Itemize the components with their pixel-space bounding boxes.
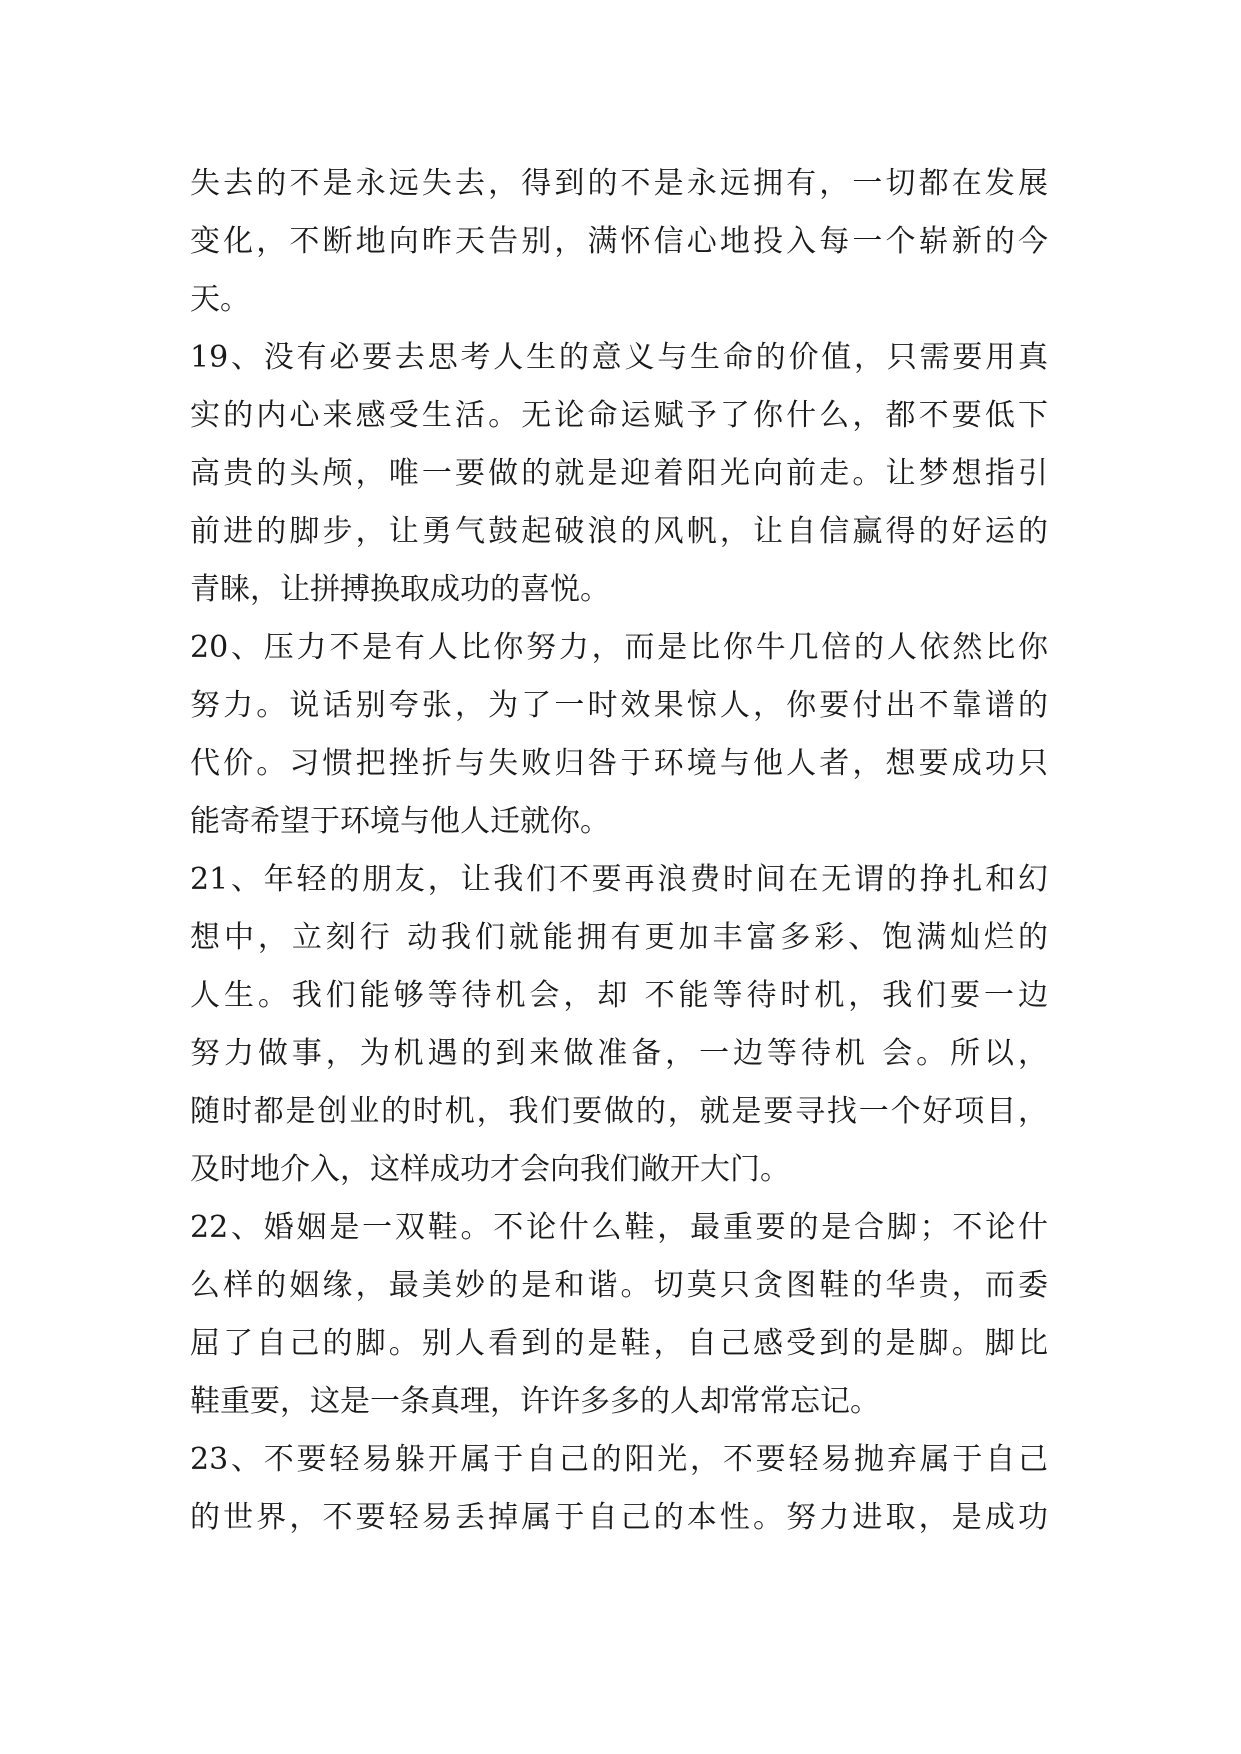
text-line: 高贵的头颅，唯一要做的就是迎着阳光向前走。让梦想指引 <box>190 456 1048 491</box>
text-line: 实的内心来感受生活。无论命运赋予了你什么，都不要低下 <box>190 398 1048 433</box>
text-line: 20、压力不是有人比你努力，而是比你牛几倍的人依然比你 <box>190 630 1048 665</box>
document-body <box>190 155 1048 1547</box>
text-line: 努力。说话别夸张，为了一时效果惊人，你要付出不靠谱的 <box>190 688 1048 723</box>
text-line: 变化，不断地向昨天告别，满怀信心地投入每一个崭新的今 <box>190 224 1048 259</box>
paragraph <box>190 1431 1048 1547</box>
paragraph <box>190 1199 1048 1431</box>
text-line: 的世界，不要轻易丢掉属于自己的本性。努力进取，是成功 <box>190 1500 1048 1535</box>
text-line: 前进的脚步，让勇气鼓起破浪的风帆，让自信赢得的好运的 <box>190 514 1048 549</box>
text-line: 屈了自己的脚。别人看到的是鞋，自己感受到的是脚。脚比 <box>190 1326 1048 1361</box>
text-line: 失去的不是永远失去，得到的不是永远拥有，一切都在发展 <box>190 166 1048 201</box>
text-line: 努力做事，为机遇的到来做准备，一边等待机 会。所以， <box>190 1036 1048 1071</box>
text-line: 21、年轻的朋友，让我们不要再浪费时间在无谓的挣扎和幻 <box>190 862 1048 897</box>
text-line: 鞋重要，这是一条真理，许许多多的人却常常忘记。 <box>190 1384 880 1419</box>
text-line: 22、婚姻是一双鞋。不论什么鞋，最重要的是合脚；不论什 <box>190 1210 1048 1245</box>
text-line: 19、没有必要去思考人生的意义与生命的价值，只需要用真 <box>190 340 1048 375</box>
text-line: 想中，立刻行 动我们就能拥有更加丰富多彩、饱满灿烂的 <box>190 920 1048 955</box>
text-line: 天。 <box>190 282 250 317</box>
text-line: 么样的姻缘，最美妙的是和谐。切莫只贪图鞋的华贵，而委 <box>190 1268 1048 1303</box>
text-line: 青睐，让拼搏换取成功的喜悦。 <box>190 572 610 607</box>
text-line: 人生。我们能够等待机会，却 不能等待时机，我们要一边 <box>190 978 1048 1013</box>
text-line: 代价。习惯把挫折与失败归咎于环境与他人者，想要成功只 <box>190 746 1048 781</box>
text-line: 23、不要轻易躲开属于自己的阳光，不要轻易抛弃属于自己 <box>190 1442 1048 1477</box>
text-line: 随时都是创业的时机，我们要做的，就是要寻找一个好项目， <box>190 1094 1048 1129</box>
paragraph <box>190 851 1048 1199</box>
paragraph <box>190 329 1048 619</box>
paragraph <box>190 619 1048 851</box>
text-line: 及时地介入，这样成功才会向我们敞开大门。 <box>190 1152 790 1187</box>
paragraph <box>190 155 1048 329</box>
text-line: 能寄希望于环境与他人迁就你。 <box>190 804 610 839</box>
